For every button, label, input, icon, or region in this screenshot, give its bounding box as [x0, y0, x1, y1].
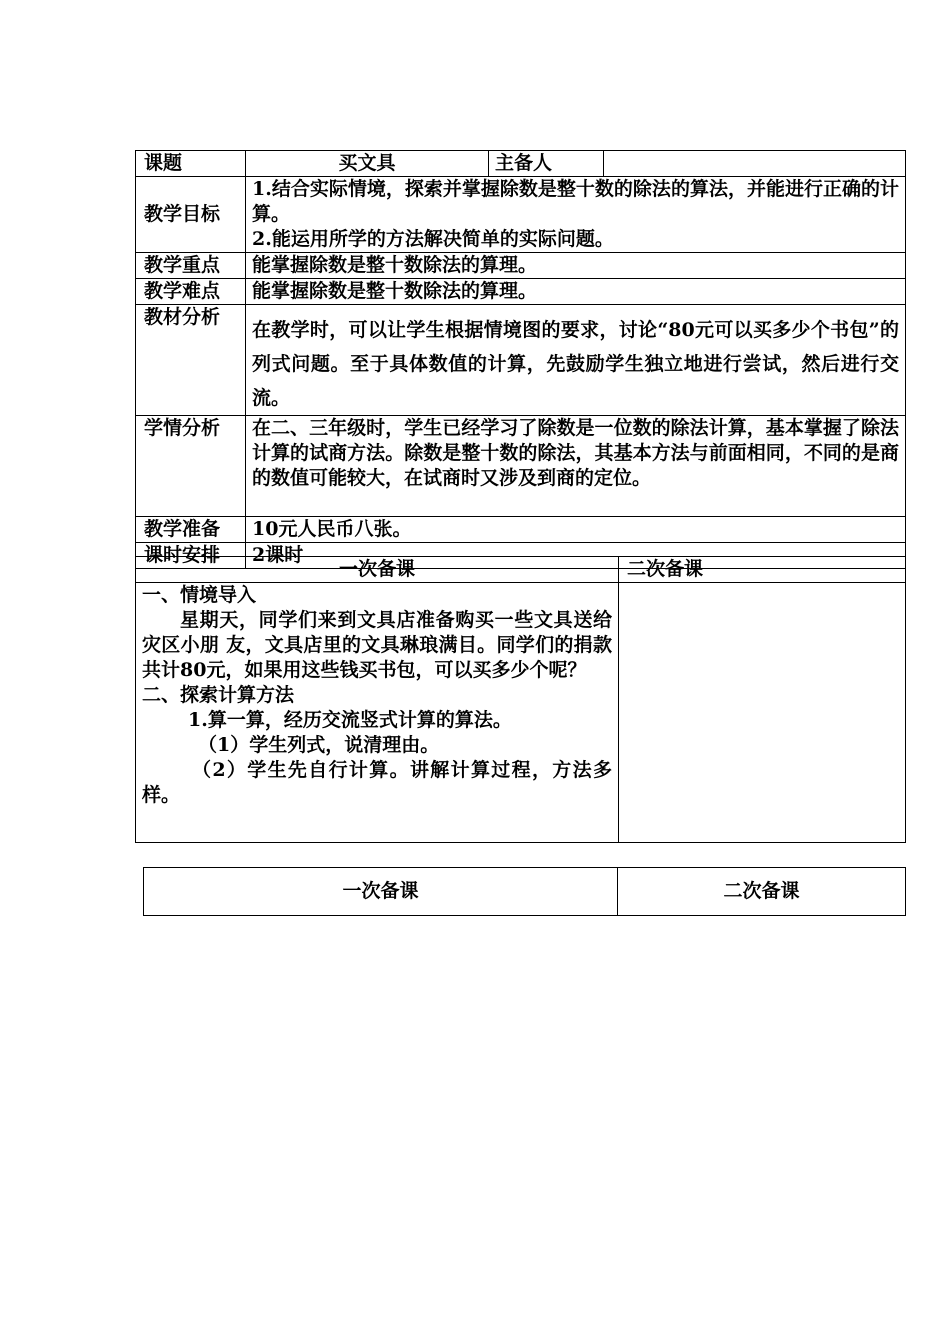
section-heading-explore: 二、探索计算方法	[142, 684, 295, 706]
topic-label: 课题	[136, 151, 246, 177]
lesson-plan-table	[135, 556, 906, 843]
step-1-sub-1: （1）学生列式，说清理由。	[198, 734, 440, 756]
student-value: 在二、三年级时，学生已经学习了除数是一位数的除法计算，基本掌握了除法计算的试商方法。除数是整十数的除法，其基本方法与前面相同，不同的是商的数值可能较大，在试商时又涉及到商的定位。	[246, 416, 906, 517]
key-value: 能掌握除数是整十数除法的算理。	[246, 253, 906, 279]
material-label: 教材分析	[136, 305, 246, 416]
intro-paragraph: 星期天，同学们来到文具店准备购买一些文具送给灾区小朋 友，文具店里的文具琳琅满目。同学们的捐款共计80元，如果用这些钱买书包，可以买多少个呢？	[142, 609, 612, 681]
goal-1: 1.结合实际情境，探索并掌握除数是整十数的除法的算法，并能进行正确的计算。	[252, 178, 899, 225]
goals-label: 教学目标	[136, 177, 246, 253]
goal-2: 2.能运用所学的方法解决简单的实际问题。	[252, 228, 614, 250]
first-prep-header: 一次备课	[136, 557, 619, 583]
difficulty-label: 教学难点	[136, 279, 246, 305]
hours-label: 课时安排	[136, 543, 246, 569]
difficulty-value: 能掌握除数是整十数除法的算理。	[246, 279, 906, 305]
goals-cell	[246, 177, 906, 253]
preparer-value	[604, 151, 906, 177]
hours-value: 2课时	[246, 543, 906, 569]
preparer-label: 主备人	[489, 151, 604, 177]
second-prep-header: 二次备课	[619, 557, 906, 583]
section-heading-intro: 一、情境导入	[142, 584, 257, 606]
prep-value: 10元人民币八张。	[246, 517, 906, 543]
material-value: 在教学时，可以让学生根据情境图的要求，讨论“80元可以买多少个书包”的列式问题。至于具体数值的计算，先鼓励学生独立地进行尝试，然后进行交流。	[246, 305, 906, 416]
key-label: 教学重点	[136, 253, 246, 279]
step-1: 1.算一算，经历交流竖式计算的算法。	[188, 709, 512, 731]
topic-value: 买文具	[246, 151, 489, 177]
student-label: 学情分析	[136, 416, 246, 517]
second-prep-content	[619, 583, 906, 843]
first-prep-content	[136, 583, 619, 843]
footer-second-prep-header: 二次备课	[618, 868, 906, 916]
footer-prep-table	[143, 867, 906, 916]
prep-label: 教学准备	[136, 517, 246, 543]
lesson-info-table	[135, 150, 906, 569]
footer-first-prep-header: 一次备课	[144, 868, 618, 916]
step-1-sub-2: （2）学生先自行计算。讲解计算过程，方法多样。	[142, 759, 612, 806]
